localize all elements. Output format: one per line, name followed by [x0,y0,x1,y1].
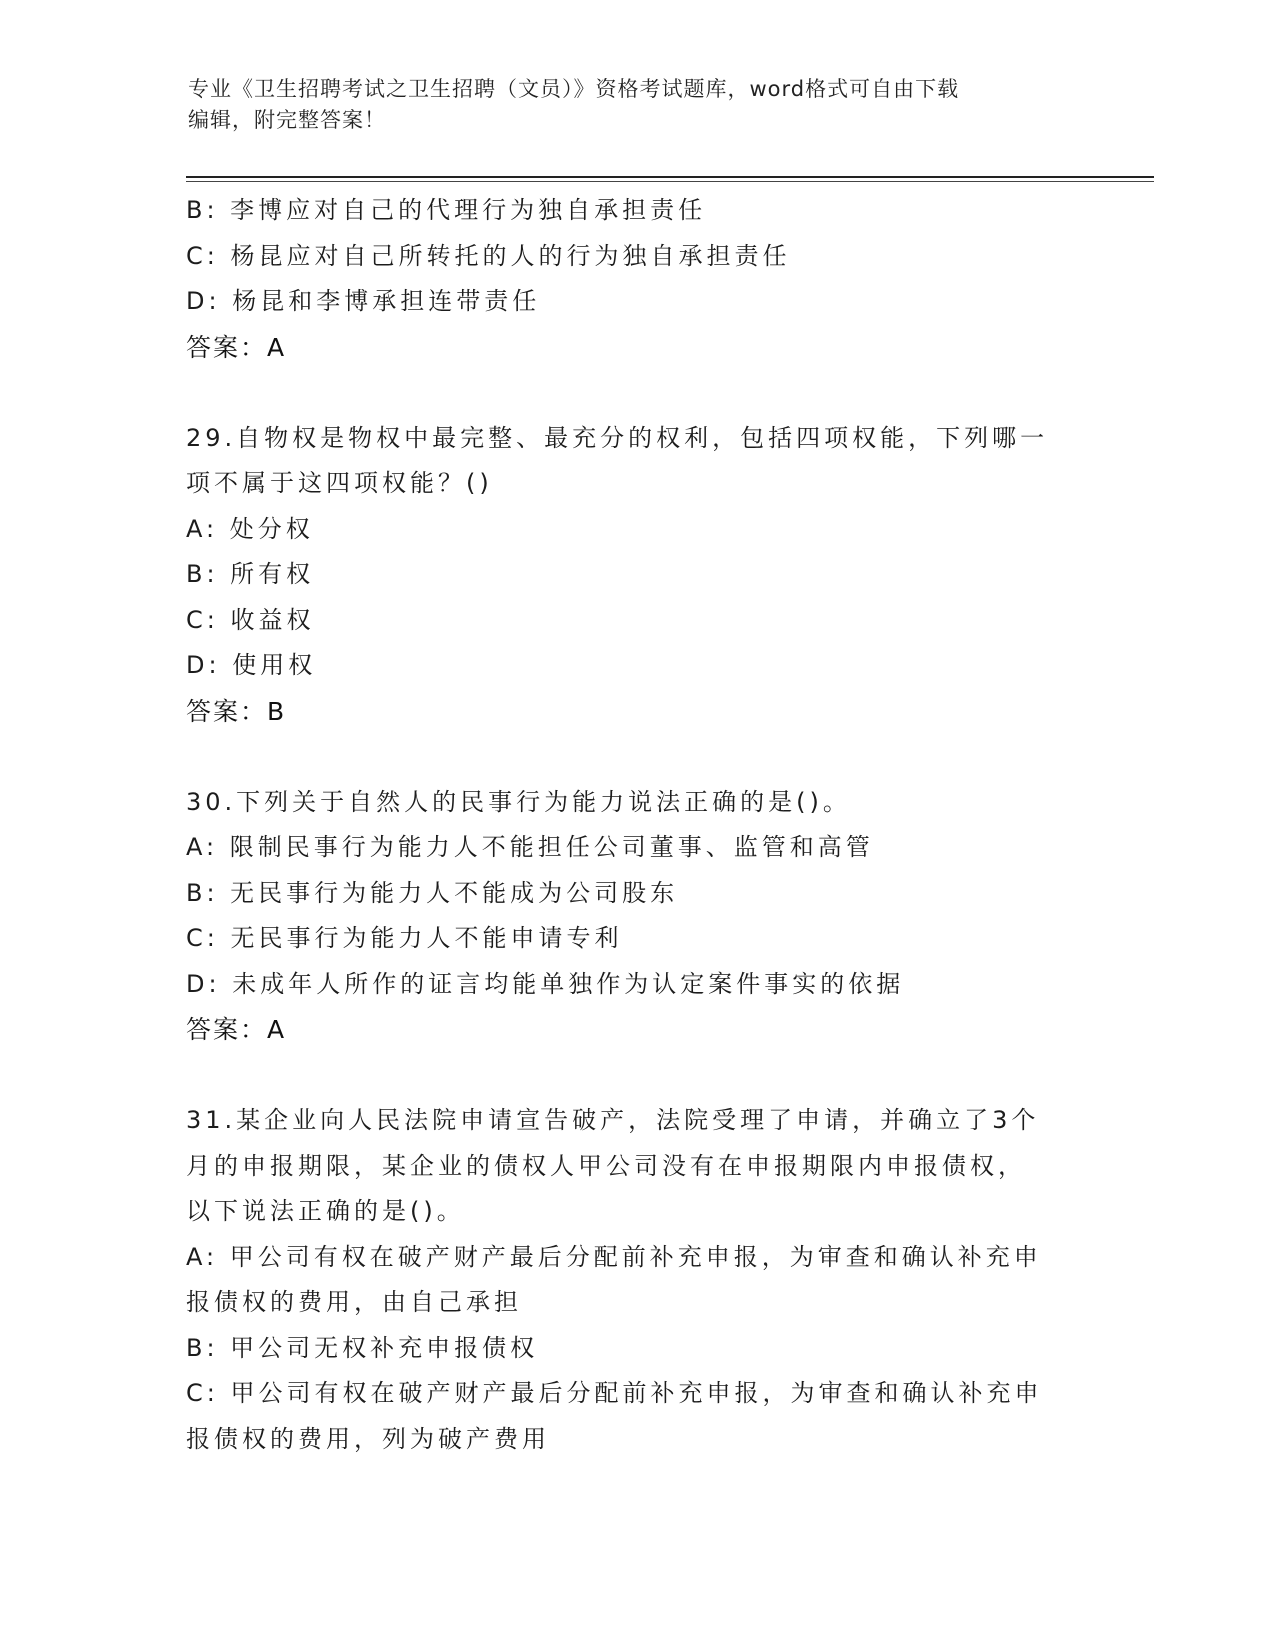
question-29 [186,416,1086,735]
option-a: A: 限制民事行为能力人不能担任公司董事、监管和高管 [186,833,874,861]
option-b: B: 所有权 [186,560,315,588]
answer-label: 答案：B [186,696,287,726]
option-a: A: 处分权 [186,514,314,543]
question-stem: 月的申报期限，某企业的债权人甲公司没有在申报期限内申报债权， [186,1151,1026,1180]
question-stem: 30.下列关于自然人的民事行为能力说法正确的是()。 [186,787,851,816]
option-a-continued: 报债权的费用，由自己承担 [186,1288,522,1316]
option-c: C: 收益权 [186,605,315,634]
answer-label: 答案：A [186,332,287,362]
header-divider-thick [186,176,1154,178]
question-31 [186,1098,1086,1462]
option-b: B: 甲公司无权补充申报债权 [186,1333,539,1362]
option-d: D: 杨昆和李博承担连带责任 [186,287,541,315]
question-list [186,188,1086,1462]
answer-label: 答案：A [186,1015,287,1044]
option-b: B: 李博应对自己的代理行为独自承担责任 [186,196,707,224]
header-line-2: 编辑，附完整答案！ [188,108,386,132]
option-c: C: 杨昆应对自己所转托的人的行为独自承担责任 [186,241,791,270]
question-stem: 31.某企业向人民法院申请宣告破产，法院受理了申请，并确立了3个 [186,1106,1040,1134]
option-d: D: 使用权 [186,651,317,679]
option-d: D: 未成年人所作的证言均能单独作为认定案件事实的依据 [186,969,905,998]
header-divider-thin [186,181,1154,182]
option-b: B: 无民事行为能力人不能成为公司股东 [186,878,679,907]
option-a: A: 甲公司有权在破产财产最后分配前补充申报，为审查和确认补充申 [186,1242,1042,1271]
question-28 [186,188,1086,370]
question-stem: 29.自物权是物权中最完整、最充分的权利，包括四项权能，下列哪一 [186,423,1049,452]
question-stem: 项不属于这四项权能？() [186,469,493,497]
question-stem: 以下说法正确的是()。 [186,1197,465,1225]
spacer [186,370,1086,416]
option-c: C: 甲公司有权在破产财产最后分配前补充申报，为审查和确认补充申 [186,1379,1043,1407]
option-c-continued: 报债权的费用，列为破产费用 [186,1424,550,1453]
option-c: C: 无民事行为能力人不能申请专利 [186,924,623,952]
document-header [188,74,1068,136]
header-line-1: 专业《卫生招聘考试之卫生招聘（文员）》资格考试题库，word格式可自由下载 [188,77,960,101]
spacer [186,1053,1086,1099]
spacer [186,734,1086,780]
question-30 [186,780,1086,1053]
